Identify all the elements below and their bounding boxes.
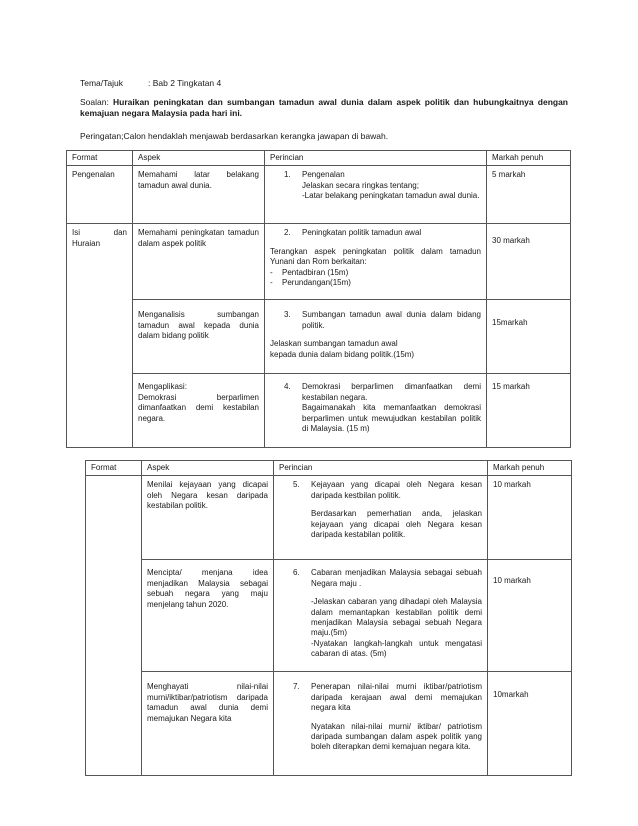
topic-label: Tema/Tajuk [80,78,123,88]
item-paragraph: Berdasarkan pemerhatian anda, jelaskan kejayaan yang dicapai oleh Negara kesan daripada kestabilan politik. [311,509,482,539]
table-row [67,300,571,374]
item-line: -Latar belakang peningkatan tamadun awal dunia. [302,191,480,201]
topic-value: : Bab 2 Tingkatan 4 [148,78,222,88]
markah-cell: 10 markah [488,476,572,560]
perincian-cell [265,224,487,300]
perincian-cell [274,560,488,672]
format-cell [86,476,142,776]
item-number: 1. [284,170,291,180]
item-paragraph: Bagaimanakah kita memanfaatkan demokrasi berparlimen untuk mewujudkan kestabilan politik di Malaysia. (15 m) [302,403,481,433]
col-perincian: Perincian [265,151,487,166]
topic-line [80,78,222,89]
format-word: dan [113,228,127,238]
format-word: Isi [72,228,80,238]
markah-cell: 15 markah [487,374,571,448]
perincian-cell [265,374,487,448]
aspek-cell [133,374,265,448]
col-aspek: Aspek [133,151,265,166]
question [80,97,568,119]
item-heading: Penerapan nilai-nilai murni iktibar/patriotism daripada kerajaan awal demi memajukan negara kita [311,682,482,713]
aspek-line: Demokrasi berparlimen dimanfaatkan demi kestabilan negara. [138,392,259,423]
answer-framework-table-1 [66,150,571,448]
item-heading: Sumbangan tamadun awal dunia dalam bidang politik. [302,310,481,330]
col-perincian: Perincian [274,461,488,476]
reminder-note: Peringatan;Calon hendaklah menjawab berdasarkan kerangka jawapan di bawah. [80,131,389,141]
aspek-cell: Menghayati nilai-nilai murni/iktibar/patriotism daripada tamadun awal dunia demi memajukan Negara kita [142,672,274,776]
item-line: Jelaskan secara ringkas tentang; [302,180,419,190]
item-heading: Pengenalan [302,170,345,180]
col-aspek: Aspek [142,461,274,476]
markah-cell: 10markah [488,672,572,776]
item-heading: Kejayaan yang dicapai oleh Negara kesan daripada kestbilan politik. [311,480,482,500]
table-row [67,224,571,300]
item-paragraph: kepada dunia dalam bidang politik.(15m) [270,349,415,359]
perincian-cell [265,166,487,224]
perincian-cell [274,672,488,776]
table-header-row [86,461,572,476]
item-number: 4. [284,382,291,392]
perincian-cell [265,300,487,374]
aspek-cell: Menganalisis sumbangan tamadun awal kepada dunia dalam bidang politik [133,300,265,374]
format-cell: Pengenalan [67,166,133,224]
item-number: 2. [284,228,291,238]
item-paragraph: -Nyatakan langkah-langkah untuk mengatasi cabaran di atas. (5m) [311,638,482,659]
item-number: 6. [293,568,300,578]
col-format: Format [67,151,133,166]
markah-cell: 15markah [487,300,571,374]
markah-cell: 5 markah [487,166,571,224]
item-heading: Demokrasi berparlimen dimanfaatkan demi kestabilan negara. [302,382,481,402]
item-number: 3. [284,310,291,320]
table-row [67,166,571,224]
item-paragraph: Terangkan aspek peningkatan politik dalam tamadun Yunani dan Rom berkaitan: [270,246,481,267]
table-row [86,672,572,776]
aspek-cell: Memahami peningkatan tamadun dalam aspek politik [133,224,265,300]
question-text: Huraikan peningkatan dan sumbangan tamadun awal dunia dalam aspek politik dan hubungkaitnya dengan kemajuan negara Malaysia pada hari ini. [80,97,568,119]
list-item: - Perundangan(15m) [270,277,351,287]
col-format: Format [86,461,142,476]
item-number: 5. [293,480,300,490]
markah-cell: 10 markah [488,560,572,672]
aspek-cell: Memahami latar belakang tamadun awal dunia. [133,166,265,224]
bullet-list [270,268,481,289]
perincian-cell [274,476,488,560]
item-heading: Peningkatan politik tamadun awal [302,228,422,238]
format-cell [67,224,133,448]
answer-framework-table-2 [85,460,572,776]
table-row [86,560,572,672]
format-word: Huraian [72,238,101,248]
list-item: - Pentadbiran (15m) [270,267,349,277]
aspek-line: Mengaplikasi: [138,382,187,392]
item-number: 7. [293,682,300,692]
item-paragraph: Jelaskan sumbangan tamadun awal [270,339,398,349]
item-heading: Cabaran menjadikan Malaysia sebagai sebuah Negara maju . [311,568,482,588]
aspek-cell: Mencipta/ menjana idea menjadikan Malaysia sebagai sebuah negara yang maju menjelang tahun 2020. [142,560,274,672]
table-row [67,374,571,448]
col-markah: Markah penuh [488,461,572,476]
table-header-row [67,151,571,166]
item-paragraph: -Jelaskan cabaran yang dihadapi oleh Malaysia dalam memantapkan kestabilan politik demi menjadikan Malaysia sebagai sebuah Negara maju.(5m) [311,597,482,638]
markah-cell: 30 markah [487,224,571,300]
aspek-cell: Menilai kejayaan yang dicapai oleh Negara kesan daripada kestabilan politik. [142,476,274,560]
item-paragraph: Nyatakan nilai-nilai murni/ iktibar/ patriotism daripada sumbangan dalam aspek politik yang boleh diterapkan demi kemajuan negara kita. [311,721,482,752]
col-markah: Markah penuh [487,151,571,166]
table-row [86,476,572,560]
question-label: Soalan: [80,97,109,107]
